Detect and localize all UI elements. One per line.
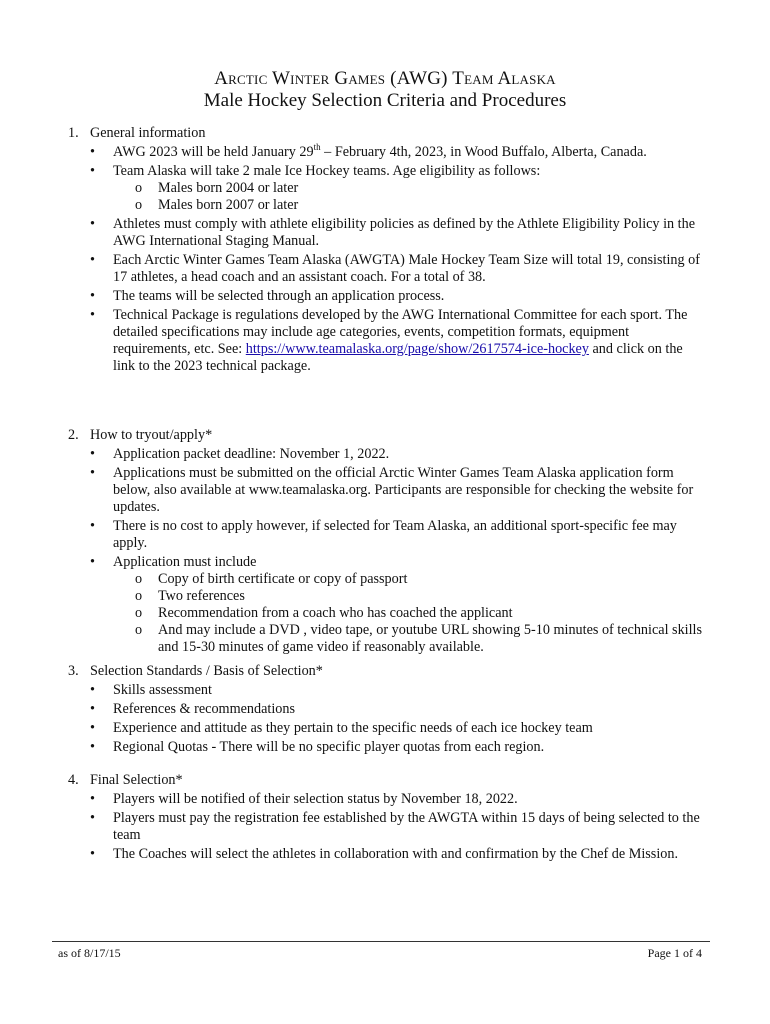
circle-bullet-icon: o — [135, 605, 143, 621]
section-number: 1. — [68, 125, 79, 141]
bullet-icon: • — [90, 518, 95, 534]
list-item — [68, 216, 708, 250]
bullet-icon: • — [90, 163, 95, 179]
circle-bullet-icon: o — [135, 571, 143, 587]
section-heading-text: Selection Standards / Basis of Selection* — [90, 663, 323, 679]
list-item-text: References & recommendations — [113, 701, 295, 717]
list-item-text: AWG 2023 will be held January 29 — [113, 144, 314, 160]
section-number: 3. — [68, 663, 79, 679]
bullet-list — [68, 446, 708, 656]
list-item-text: The Coaches will select the athletes in collaboration with and confirmation by the Chef de Mission. — [113, 846, 678, 862]
list-item — [68, 701, 708, 718]
sub-list-item-text: Recommendation from a coach who has coached the applicant — [158, 605, 513, 621]
section-general-information — [68, 125, 708, 375]
footer-divider — [52, 941, 710, 942]
bullet-icon: • — [90, 682, 95, 698]
section-number: 2. — [68, 427, 79, 443]
list-item-text: Each Arctic Winter Games Team Alaska (AWGTA) Male Hockey Team Size will total 19, consisting of 17 athletes, a head coach and an assistant coach. For a total of 38. — [113, 252, 700, 285]
section-final-selection — [68, 772, 708, 863]
circle-bullet-icon: o — [135, 180, 143, 196]
bullet-list — [68, 144, 708, 375]
list-item-text: Regional Quotas - There will be no specific player quotas from each region. — [113, 739, 545, 755]
list-item-text: Skills assessment — [113, 682, 212, 698]
bullet-icon: • — [90, 465, 95, 481]
list-item-text: Application packet deadline: November 1, 2022. — [113, 446, 390, 462]
footer-page-number: Page 1 of 4 — [647, 946, 702, 960]
sub-list-item-text: Males born 2007 or later — [158, 197, 299, 213]
list-item — [68, 144, 708, 161]
sub-list-item-text: And may include a DVD , video tape, or youtube URL showing 5-10 minutes of technical skills and 15-30 minutes of game video if reasonably available. — [158, 622, 703, 655]
sub-list-item — [113, 605, 708, 622]
bullet-icon: • — [90, 144, 95, 160]
list-item — [68, 739, 708, 756]
list-item-text: Technical Package is regulations developed by the AWG International Committee for each sport. The detailed specifications may include age categories, events, competition formats, equipment requirements, etc. See: — [113, 307, 688, 357]
list-item-text: Experience and attitude as they pertain to the specific needs of each ice hockey team — [113, 720, 593, 736]
bullet-icon: • — [90, 446, 95, 462]
section-selection-standards — [68, 663, 708, 756]
list-item — [68, 518, 708, 552]
list-item-text: Applications must be submitted on the official Arctic Winter Games Team Alaska application form below, also available at www.teamalaska.org. Participants are responsible for checking the website for updates. — [113, 465, 694, 515]
section-heading — [68, 663, 708, 680]
bullet-icon: • — [90, 701, 95, 717]
list-item-text: Application must include — [113, 554, 257, 570]
list-item-text: Athletes must comply with athlete eligibility policies as defined by the Athlete Eligibility Policy in the AWG International Staging Manual. — [113, 216, 695, 249]
circle-bullet-icon: o — [135, 622, 143, 638]
bullet-icon: • — [90, 288, 95, 304]
sub-list-item-text: Males born 2004 or later — [158, 180, 299, 196]
list-item — [68, 288, 708, 305]
bullet-icon: • — [90, 791, 95, 807]
sub-list — [113, 180, 708, 214]
list-item-text: and click on the link to the 2023 technical package. — [113, 341, 683, 374]
superscript: th — [313, 142, 321, 152]
sub-list-item — [113, 180, 708, 197]
section-heading-text: General information — [90, 125, 206, 141]
footer-date: as of 8/17/15 — [58, 946, 121, 960]
section-heading — [68, 125, 708, 142]
list-item-text: Players must pay the registration fee established by the AWGTA within 15 days of being selected to the team — [113, 810, 700, 843]
list-item-text: Team Alaska will take 2 male Ice Hockey teams. Age eligibility as follows: — [113, 163, 541, 179]
circle-bullet-icon: o — [135, 197, 143, 213]
bullet-icon: • — [90, 739, 95, 755]
bullet-icon: • — [90, 846, 95, 862]
bullet-icon: • — [90, 810, 95, 826]
bullet-icon: • — [90, 720, 95, 736]
section-heading — [68, 427, 708, 444]
bullet-list — [68, 791, 708, 863]
technical-package-link[interactable]: https://www.teamalaska.org/page/show/2617574-ice-hockey — [245, 341, 589, 357]
bullet-list — [68, 682, 708, 756]
bullet-icon: • — [90, 252, 95, 268]
section-how-to-tryout — [68, 427, 708, 656]
list-item — [68, 465, 708, 516]
sub-list-item — [113, 622, 708, 656]
list-item — [68, 720, 708, 737]
list-item-text: There is no cost to apply however, if selected for Team Alaska, an additional sport-specific fee may apply. — [113, 518, 677, 551]
list-item — [68, 163, 708, 214]
sub-list-item — [113, 197, 708, 214]
bullet-icon: • — [90, 554, 95, 570]
sub-list-item — [113, 588, 708, 605]
sub-list — [113, 571, 708, 656]
bullet-icon: • — [90, 307, 95, 323]
list-item — [68, 554, 708, 656]
list-item-text: The teams will be selected through an application process. — [113, 288, 445, 304]
list-item-text: – February 4th, 2023, in Wood Buffalo, Alberta, Canada. — [320, 144, 647, 160]
sub-list-item-text: Copy of birth certificate or copy of passport — [158, 571, 408, 587]
sub-list-item — [113, 571, 708, 588]
section-number: 4. — [68, 772, 79, 788]
list-item — [68, 446, 708, 463]
bullet-icon: • — [90, 216, 95, 232]
circle-bullet-icon: o — [135, 588, 143, 604]
document-title: Arctic Winter Games (AWG) Team Alaska — [214, 68, 556, 89]
section-heading — [68, 772, 708, 789]
list-item — [68, 252, 708, 286]
list-item — [68, 810, 708, 844]
list-item — [68, 791, 708, 808]
list-item-text: Players will be notified of their selection status by November 18, 2022. — [113, 791, 518, 807]
list-item — [68, 682, 708, 699]
list-item — [68, 846, 708, 863]
list-item — [68, 307, 708, 375]
section-heading-text: How to tryout/apply* — [90, 427, 213, 443]
section-heading-text: Final Selection* — [90, 772, 183, 788]
sub-list-item-text: Two references — [158, 588, 245, 604]
document-subtitle: Male Hockey Selection Criteria and Procedures — [203, 90, 567, 111]
